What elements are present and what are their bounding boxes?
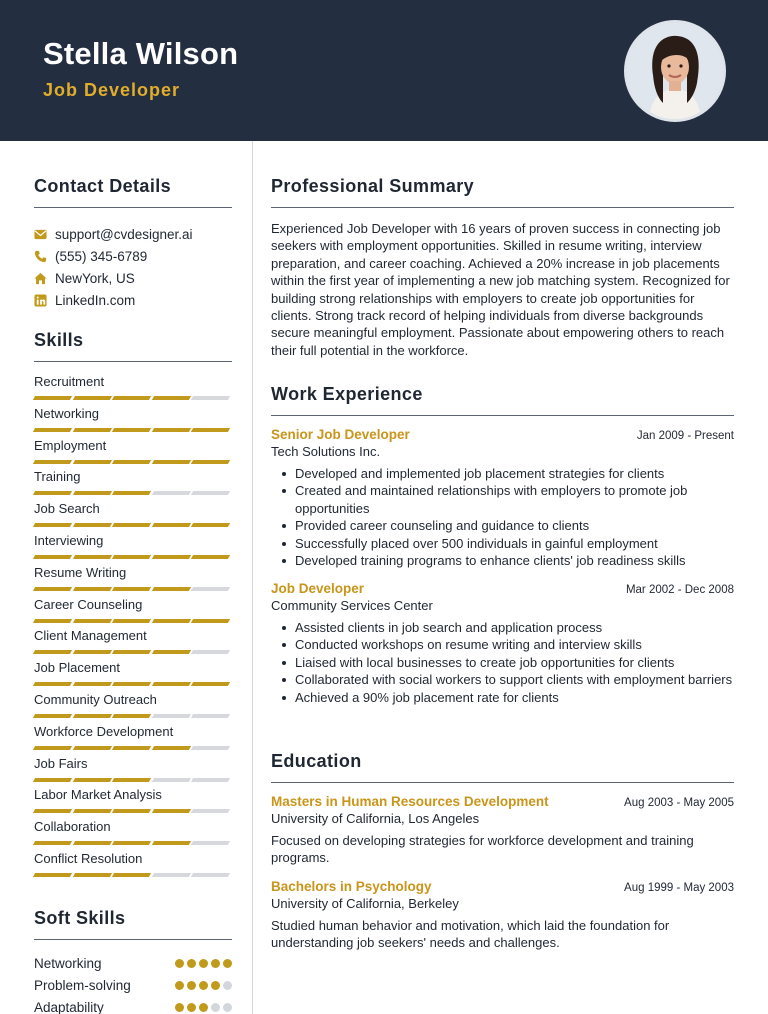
- skill-level-segment: [33, 682, 72, 686]
- skill-level-segment: [152, 809, 191, 813]
- skill-level-segment: [33, 809, 72, 813]
- education-dates: Aug 2003 - May 2005: [624, 797, 734, 809]
- skill-level-bar: [34, 523, 232, 527]
- skill-level-bar: [34, 428, 232, 432]
- education-entry: [271, 879, 734, 952]
- skill-level-segment: [191, 523, 230, 527]
- skill-level-bar: [34, 809, 232, 813]
- skill-level-segment: [112, 555, 151, 559]
- skill-level-segment: [191, 619, 230, 623]
- skill-level-bar: [34, 460, 232, 464]
- skill-level-bar: [34, 650, 232, 654]
- skill-label: Recruitment: [34, 374, 105, 389]
- linkedin-icon: [34, 294, 47, 307]
- soft-skill-label: Networking: [34, 955, 102, 971]
- skill-label: Career Counseling: [34, 596, 143, 612]
- rating-dot: [223, 981, 232, 990]
- skill-item: [34, 660, 232, 692]
- job-role: Job Developer: [271, 581, 365, 596]
- skill-level-segment: [72, 460, 111, 464]
- job-bullets: [271, 619, 734, 706]
- skill-level-segment: [33, 650, 72, 654]
- rating-dot: [211, 1003, 220, 1012]
- education-degree: Masters in Human Resources Development: [271, 794, 549, 809]
- skill-item: [34, 819, 232, 851]
- soft-skill-label: Problem-solving: [34, 977, 131, 993]
- section-rule: [271, 207, 734, 208]
- education-section-header: [271, 751, 734, 783]
- work-section-title: Work Experience: [271, 384, 423, 404]
- skill-level-segment: [191, 841, 230, 845]
- skill-item: [34, 533, 232, 565]
- skill-level-bar: [34, 873, 232, 877]
- contact-location: [34, 267, 232, 289]
- contact-section-header: [34, 176, 232, 208]
- resume-header: [0, 0, 768, 141]
- skill-level-segment: [191, 491, 230, 495]
- skill-level-segment: [72, 428, 111, 432]
- skill-item: [34, 692, 232, 724]
- skills-list: [34, 374, 232, 883]
- rating-dot: [175, 1003, 184, 1012]
- skill-item: [34, 374, 232, 406]
- skill-level-segment: [152, 523, 191, 527]
- skill-item: [34, 406, 232, 438]
- skill-level-segment: [191, 746, 230, 750]
- skill-level-segment: [152, 714, 191, 718]
- skill-level-segment: [152, 396, 191, 400]
- skill-level-segment: [191, 873, 230, 877]
- skill-level-bar: [34, 587, 232, 591]
- job-entry: [271, 581, 734, 706]
- skill-level-segment: [33, 778, 72, 782]
- rating-dot: [211, 959, 220, 968]
- skill-level-segment: [72, 841, 111, 845]
- work-section-header: [271, 384, 734, 416]
- skill-level-segment: [152, 746, 191, 750]
- soft-skill-rating: [175, 959, 232, 968]
- section-rule: [34, 939, 232, 940]
- skill-level-segment: [33, 523, 72, 527]
- contact-linkedin[interactable]: [34, 289, 232, 311]
- soft-skills-section-title: Soft Skills: [34, 908, 126, 928]
- soft-skill-label: Adaptability: [34, 999, 104, 1014]
- skill-level-segment: [152, 428, 191, 432]
- skill-level-segment: [191, 650, 230, 654]
- soft-skills-list: [34, 952, 232, 1014]
- column-divider: [252, 141, 253, 1014]
- job-bullet: Collaborated with social workers to support clients with employment barriers: [271, 671, 734, 688]
- skill-level-bar: [34, 619, 232, 623]
- skill-level-segment: [112, 491, 151, 495]
- skill-level-segment: [191, 460, 230, 464]
- skill-level-segment: [152, 619, 191, 623]
- skill-item: [34, 565, 232, 597]
- section-rule: [34, 361, 232, 362]
- skill-level-bar: [34, 396, 232, 400]
- skill-label: Networking: [34, 405, 100, 421]
- rating-dot: [223, 959, 232, 968]
- candidate-name: Stella Wilson: [43, 36, 239, 71]
- rating-dot: [223, 1003, 232, 1012]
- skill-level-segment: [33, 746, 72, 750]
- skill-level-segment: [72, 650, 111, 654]
- skill-level-segment: [112, 428, 151, 432]
- job-bullet: Successfully placed over 500 individuals in gainful employment: [271, 535, 734, 552]
- avatar: [624, 20, 726, 122]
- skill-level-segment: [191, 809, 230, 813]
- skill-level-segment: [112, 650, 151, 654]
- rating-dot: [175, 959, 184, 968]
- skill-level-segment: [72, 682, 111, 686]
- envelope-icon: [34, 228, 47, 241]
- skill-level-bar: [34, 491, 232, 495]
- skill-level-segment: [152, 650, 191, 654]
- skill-item: [34, 438, 232, 470]
- skill-item: [34, 724, 232, 756]
- skill-level-bar: [34, 746, 232, 750]
- skill-level-segment: [112, 841, 151, 845]
- skill-level-segment: [152, 555, 191, 559]
- skill-level-segment: [152, 873, 191, 877]
- skill-level-segment: [33, 555, 72, 559]
- education-section-title: Education: [271, 751, 362, 771]
- education-entry: [271, 794, 734, 867]
- education-school: University of California, Los Angeles: [271, 811, 480, 826]
- skill-label: Training: [34, 469, 81, 485]
- education-description: Studied human behavior and motivation, which laid the foundation for understanding job seekers' needs and challenges.: [271, 918, 670, 951]
- skill-level-segment: [72, 778, 111, 782]
- skill-label: Conflict Resolution: [34, 850, 143, 866]
- contact-email[interactable]: [34, 223, 232, 245]
- skill-level-segment: [33, 873, 72, 877]
- contact-phone-text: (555) 345-6789: [55, 248, 148, 264]
- soft-skill-rating: [175, 981, 232, 990]
- skill-label: Interviewing: [34, 532, 104, 548]
- skill-label: Job Fairs: [34, 755, 88, 771]
- skill-level-segment: [191, 428, 230, 432]
- skill-level-segment: [33, 714, 72, 718]
- skill-level-bar: [34, 778, 232, 782]
- skill-level-segment: [112, 809, 151, 813]
- skill-label: Client Management: [34, 628, 147, 644]
- skill-level-segment: [72, 396, 111, 400]
- skill-level-segment: [152, 491, 191, 495]
- job-bullet: Achieved a 90% job placement rate for clients: [271, 689, 734, 706]
- job-bullet: Created and maintained relationships with employers to promote job opportunities: [271, 482, 734, 517]
- education-degree: Bachelors in Psychology: [271, 879, 432, 894]
- soft-skill-rating: [175, 1003, 232, 1012]
- skill-label: Community Outreach: [34, 691, 157, 707]
- skill-level-segment: [72, 809, 111, 813]
- education-school: University of California, Berkeley: [271, 896, 459, 911]
- contact-section-title: Contact Details: [34, 176, 172, 196]
- skill-label: Labor Market Analysis: [34, 787, 162, 803]
- skill-level-segment: [191, 587, 230, 591]
- job-company: Community Services Center: [271, 598, 433, 613]
- section-rule: [271, 415, 734, 416]
- skill-item: [34, 597, 232, 629]
- skill-level-segment: [72, 491, 111, 495]
- skill-item: [34, 501, 232, 533]
- skill-level-bar: [34, 714, 232, 718]
- skill-level-segment: [72, 619, 111, 623]
- skill-level-segment: [72, 523, 111, 527]
- skill-label: Collaboration: [34, 819, 111, 835]
- skill-level-segment: [152, 587, 191, 591]
- rating-dot: [175, 981, 184, 990]
- education-dates: Aug 1999 - May 2003: [624, 882, 734, 894]
- skill-item: [34, 756, 232, 788]
- home-icon: [34, 272, 47, 285]
- skill-level-segment: [152, 778, 191, 782]
- skill-level-segment: [33, 396, 72, 400]
- job-bullet: Developed training programs to enhance clients' job readiness skills: [271, 552, 734, 569]
- skill-label: Employment: [34, 437, 107, 453]
- rating-dot: [199, 1003, 208, 1012]
- skill-item: [34, 628, 232, 660]
- profile-photo-icon: [627, 23, 723, 119]
- contact-email-text: support@cvdesigner.ai: [55, 226, 193, 242]
- skill-level-segment: [112, 460, 151, 464]
- job-dates: Jan 2009 - Present: [636, 430, 734, 442]
- skills-section-title: Skills: [34, 330, 84, 350]
- skills-section-header: [34, 330, 232, 362]
- skill-label: Job Placement: [34, 660, 120, 676]
- rating-dot: [187, 981, 196, 990]
- phone-icon: [34, 250, 47, 263]
- summary-section-header: [271, 176, 734, 208]
- skill-level-segment: [191, 555, 230, 559]
- contact-list: [34, 223, 232, 311]
- job-bullet: Liaised with local businesses to create job opportunities for clients: [271, 654, 734, 671]
- skill-level-segment: [112, 619, 151, 623]
- skill-level-segment: [152, 682, 191, 686]
- skill-level-segment: [33, 587, 72, 591]
- skill-level-segment: [33, 491, 72, 495]
- job-bullets: [271, 465, 734, 569]
- rating-dot: [187, 1003, 196, 1012]
- contact-location-text: NewYork, US: [55, 270, 135, 286]
- skill-label: Resume Writing: [34, 564, 127, 580]
- skill-level-segment: [33, 619, 72, 623]
- skill-level-segment: [191, 682, 230, 686]
- education-description: Focused on developing strategies for workforce development and training programs.: [271, 833, 694, 866]
- skill-level-segment: [112, 587, 151, 591]
- job-bullet: Conducted workshops on resume writing and interview skills: [271, 636, 734, 653]
- job-dates: Mar 2002 - Dec 2008: [625, 584, 734, 596]
- skill-level-segment: [72, 873, 111, 877]
- skill-level-segment: [72, 746, 111, 750]
- summary-section-title: Professional Summary: [271, 176, 475, 196]
- skill-item: [34, 469, 232, 501]
- skill-level-segment: [112, 396, 151, 400]
- skill-level-segment: [33, 841, 72, 845]
- contact-phone[interactable]: [34, 245, 232, 267]
- skill-item: [34, 851, 232, 883]
- skill-item: [34, 787, 232, 819]
- section-rule: [34, 207, 232, 208]
- skill-level-segment: [72, 555, 111, 559]
- rating-dot: [211, 981, 220, 990]
- skill-label: Workforce Development: [34, 723, 174, 739]
- summary-text: Experienced Job Developer with 16 years of proven success in connecting job seekers with employment opportunities. Skilled in resume writing, interview preparation, and career coaching. Achieved a 20% increase in job placements within the first year of implementing a new job matching system. Recognized for building strong relationships with employers to create job opportunities for clients. Strong track record of helping individuals from diverse backgrounds secure meaningful employment. Passionate about empowering others to reach their full potential in the workforce.: [271, 221, 730, 358]
- skill-level-segment: [112, 523, 151, 527]
- skill-level-segment: [152, 841, 191, 845]
- soft-skill-item: [34, 952, 232, 974]
- skill-level-segment: [112, 714, 151, 718]
- skill-level-segment: [152, 460, 191, 464]
- candidate-title: Job Developer: [43, 80, 181, 100]
- skill-level-segment: [72, 587, 111, 591]
- skill-level-segment: [191, 714, 230, 718]
- job-bullet: Developed and implemented job placement strategies for clients: [271, 465, 734, 482]
- soft-skill-item: [34, 996, 232, 1014]
- job-company: Tech Solutions Inc.: [271, 444, 381, 459]
- skill-level-segment: [33, 460, 72, 464]
- skill-level-segment: [33, 428, 72, 432]
- skill-level-segment: [191, 396, 230, 400]
- skill-level-bar: [34, 555, 232, 559]
- skill-level-segment: [112, 873, 151, 877]
- job-bullet: Assisted clients in job search and application process: [271, 619, 734, 636]
- skill-level-segment: [191, 778, 230, 782]
- skill-level-bar: [34, 682, 232, 686]
- contact-linkedin-text: LinkedIn.com: [55, 292, 136, 308]
- section-rule: [271, 782, 734, 783]
- skill-level-segment: [112, 778, 151, 782]
- rating-dot: [199, 959, 208, 968]
- job-entry: [271, 427, 734, 569]
- skill-level-segment: [112, 746, 151, 750]
- skill-level-segment: [112, 682, 151, 686]
- rating-dot: [187, 959, 196, 968]
- job-bullet: Provided career counseling and guidance to clients: [271, 517, 734, 534]
- soft-skills-section-header: [34, 908, 232, 940]
- skill-level-segment: [72, 714, 111, 718]
- skill-level-bar: [34, 841, 232, 845]
- skill-label: Job Search: [34, 501, 100, 517]
- soft-skill-item: [34, 974, 232, 996]
- rating-dot: [199, 981, 208, 990]
- job-role: Senior Job Developer: [271, 427, 410, 442]
